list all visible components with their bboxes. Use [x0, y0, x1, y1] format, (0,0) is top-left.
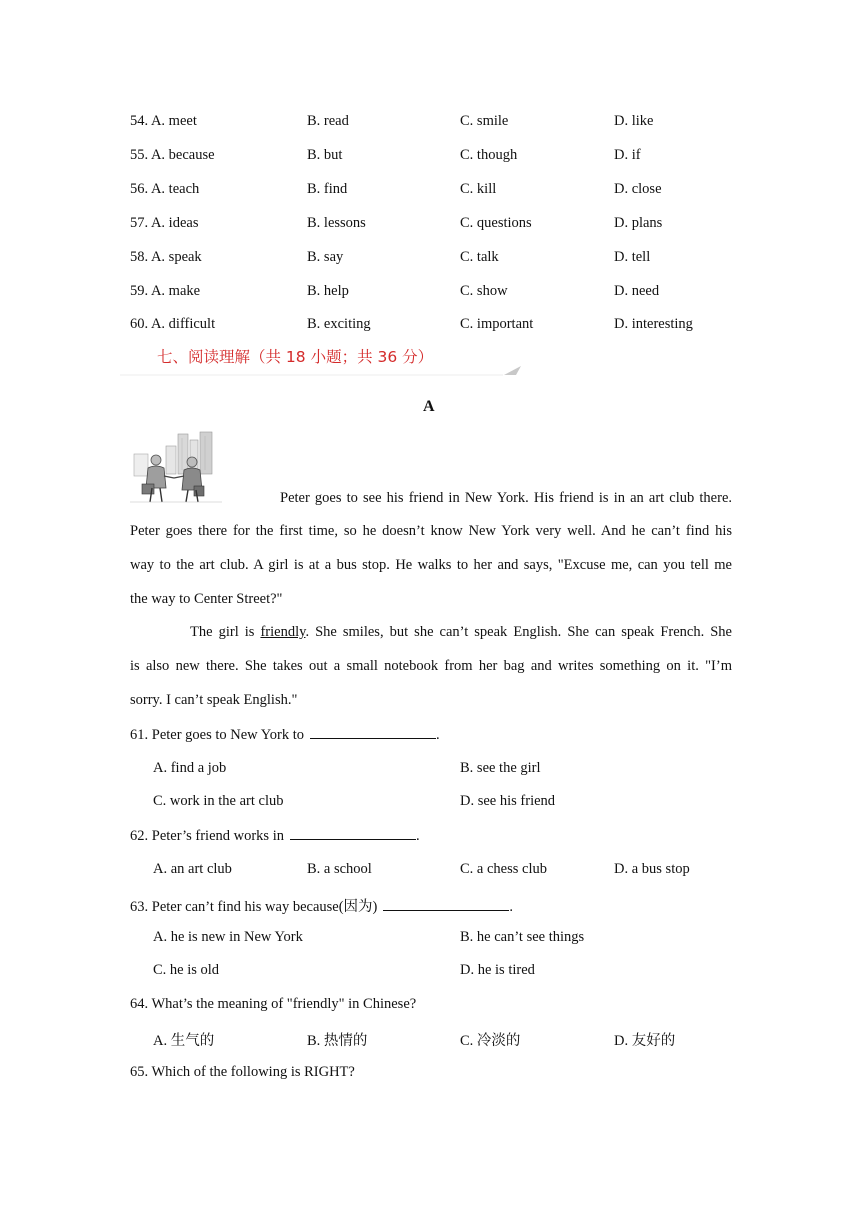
- option-c: C. he is old: [153, 962, 220, 978]
- passage-title: A: [423, 398, 435, 415]
- option-b: B. a school: [307, 861, 372, 877]
- option-b: B. help: [307, 283, 349, 299]
- option-c: C. important: [460, 316, 534, 332]
- option-b: B. but: [307, 147, 343, 163]
- option-a: A. 生气的: [153, 1033, 215, 1049]
- option-b: B. say: [307, 249, 344, 265]
- answer-blank: [310, 726, 436, 739]
- question-63: [130, 895, 513, 916]
- passage-text: . She smiles, but she can’t speak English. She can speak French. She: [305, 624, 732, 640]
- passage-line: way to the art club. A girl is at a bus stop. He walks to her and says, "Excuse me, can you tell me: [130, 557, 732, 573]
- answer-blank: [383, 898, 509, 911]
- option-c: C. smile: [460, 113, 509, 129]
- section-heading: 七、阅读理解（共 18 小题；共 36 分）: [157, 348, 434, 366]
- option-c: C. talk: [460, 249, 499, 265]
- question-64: 64. What’s the meaning of "friendly" in Chinese?: [130, 996, 417, 1012]
- option-c: C. 冷淡的: [460, 1033, 521, 1049]
- option-b: B. see the girl: [460, 760, 541, 776]
- option-d: D. plans: [614, 215, 663, 231]
- option-d: D. close: [614, 181, 662, 197]
- option-d: D. a bus stop: [614, 861, 690, 877]
- option-b: B. he can’t see things: [460, 929, 585, 945]
- option-a: 60. A. difficult: [130, 316, 216, 332]
- cloze-row-55: [0, 147, 860, 167]
- option-c: C. questions: [460, 215, 532, 231]
- heading-banner-decoration: [118, 364, 524, 378]
- question-65: 65. Which of the following is RIGHT?: [130, 1064, 355, 1080]
- answer-blank: [290, 827, 416, 840]
- option-a: 58. A. speak: [130, 249, 202, 265]
- question-stem: 63. Peter can’t find his way because(因为): [130, 899, 378, 915]
- option-c: C. though: [460, 147, 518, 163]
- option-d: D. interesting: [614, 316, 693, 332]
- question-end: .: [415, 828, 420, 844]
- option-a: A. find a job: [153, 760, 227, 776]
- passage-text: The girl is: [190, 624, 261, 640]
- option-a: 59. A. make: [130, 283, 201, 299]
- cloze-row-60: [0, 316, 860, 336]
- option-a: A. an art club: [153, 861, 232, 877]
- cloze-row-59: [0, 283, 860, 303]
- option-a: 54. A. meet: [130, 113, 197, 129]
- option-a: 56. A. teach: [130, 181, 200, 197]
- passage-line: is also new there. She takes out a small notebook from her bag and writes something on it. "I’m: [130, 658, 732, 674]
- option-c: C. kill: [460, 181, 497, 197]
- question-stem: 62. Peter’s friend works in: [130, 828, 284, 844]
- option-b: B. exciting: [307, 316, 371, 332]
- option-b: B. lessons: [307, 215, 366, 231]
- option-a: A. he is new in New York: [153, 929, 303, 945]
- cloze-row-58: [0, 249, 860, 269]
- option-c: C. a chess club: [460, 861, 547, 877]
- option-d: D. need: [614, 283, 660, 299]
- option-d: D. like: [614, 113, 654, 129]
- option-b: B. 热情的: [307, 1033, 368, 1049]
- underlined-word: friendly: [260, 624, 306, 640]
- question-62: [130, 827, 420, 845]
- passage-illustration: [130, 430, 222, 504]
- passage-line: Peter goes there for the first time, so he doesn’t know New York very well. And he can’t find his: [130, 523, 732, 539]
- option-b: B. find: [307, 181, 348, 197]
- option-d: D. he is tired: [460, 962, 535, 978]
- option-a: 57. A. ideas: [130, 215, 199, 231]
- option-c: C. show: [460, 283, 508, 299]
- passage-line: sorry. I can’t speak English.": [130, 692, 298, 708]
- question-stem: 61. Peter goes to New York to: [130, 727, 304, 743]
- question-61: [130, 726, 440, 744]
- question-end: .: [436, 727, 440, 743]
- option-d: D. if: [614, 147, 641, 163]
- cloze-row-56: [0, 181, 860, 201]
- cloze-row-57: [0, 215, 860, 235]
- option-a: 55. A. because: [130, 147, 215, 163]
- cloze-row-54: [0, 113, 860, 133]
- passage-line: the way to Center Street?": [130, 591, 283, 607]
- passage-line-first: [190, 624, 732, 641]
- option-d: D. see his friend: [460, 793, 556, 809]
- question-end: .: [509, 899, 513, 915]
- passage-line: Peter goes to see his friend in New York. His friend is in an art club there.: [280, 490, 732, 506]
- option-d: D. tell: [614, 249, 651, 265]
- option-b: B. read: [307, 113, 349, 129]
- option-d: D. 友好的: [614, 1033, 676, 1049]
- option-c: C. work in the art club: [153, 793, 284, 809]
